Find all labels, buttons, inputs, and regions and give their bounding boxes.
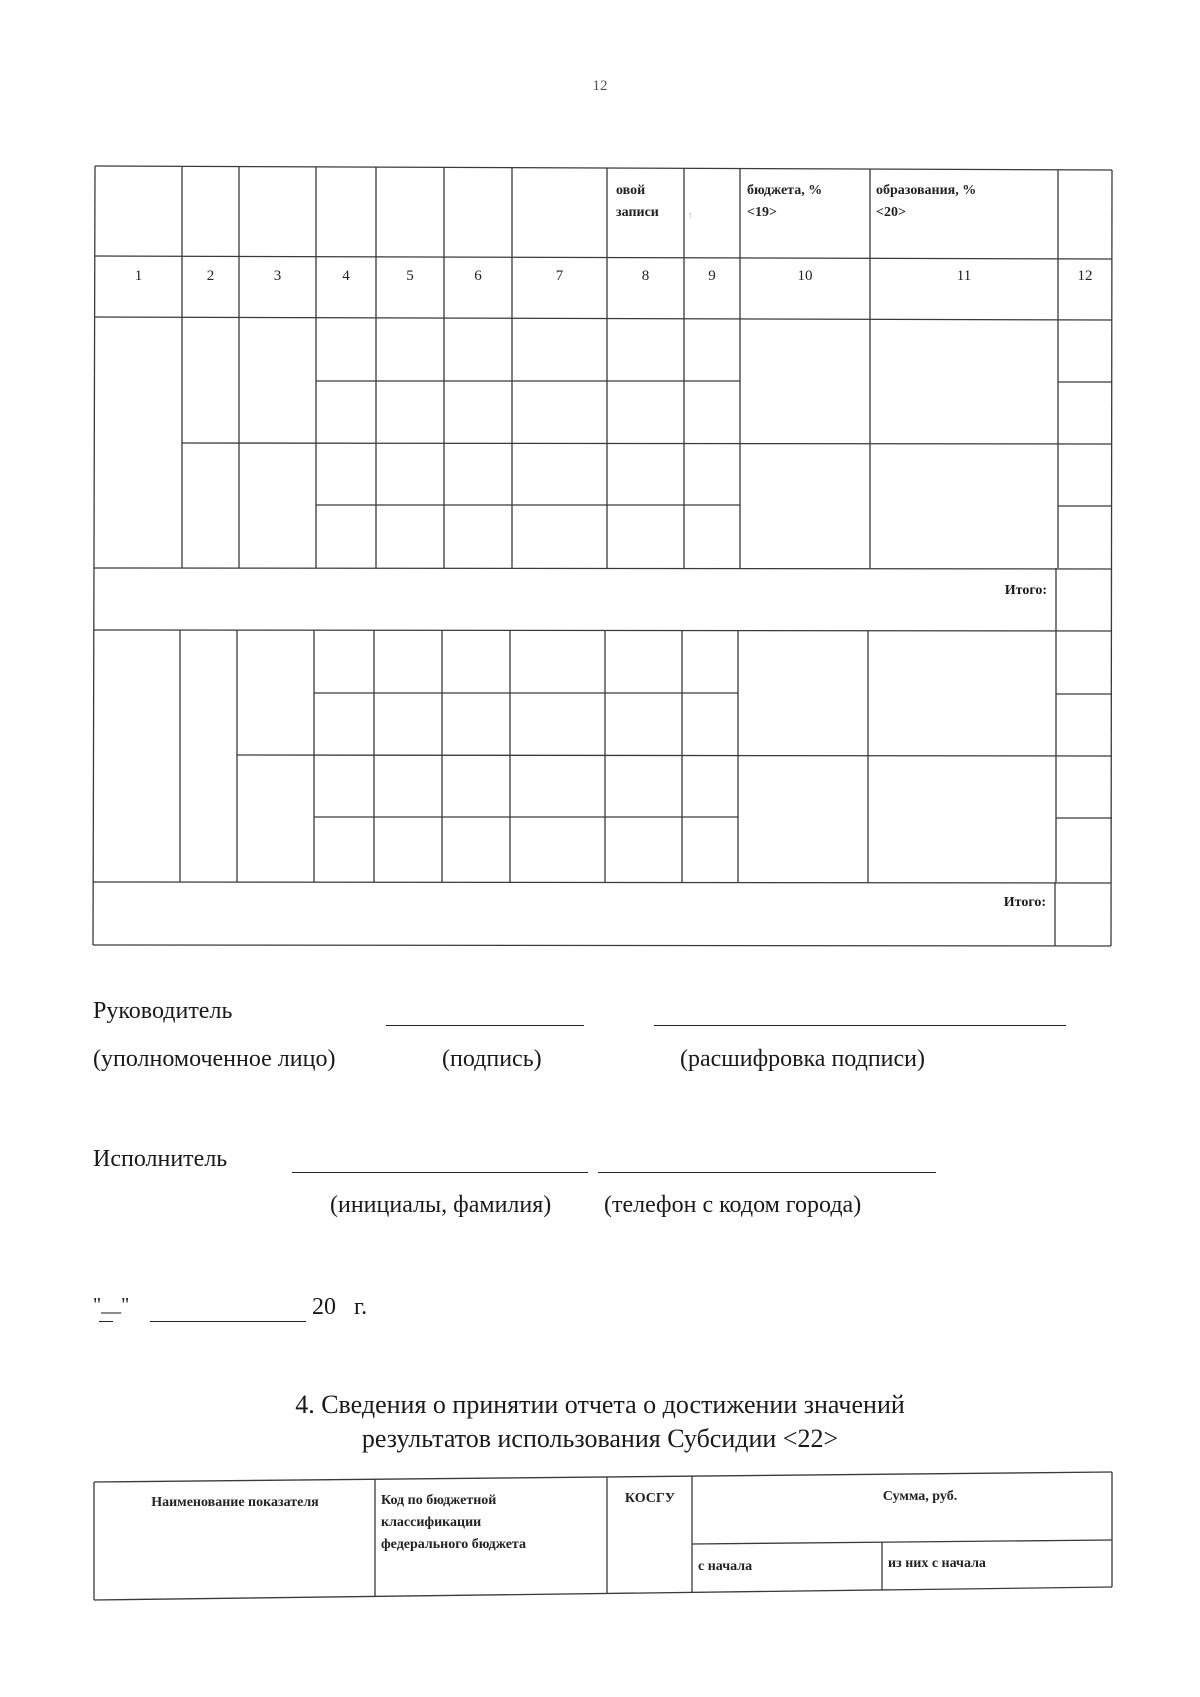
total-label-block-2: Итого: xyxy=(1003,895,1046,910)
column-number-12: 12 xyxy=(1077,268,1093,284)
date-year: 20 г. xyxy=(312,1294,368,1320)
column-number-10: 10 xyxy=(797,268,813,284)
decoding-caption: (расшифровка подписи) xyxy=(680,1046,925,1072)
section-4-title-line-1: 4. Сведения о принятии отчета о достижении значений xyxy=(295,1390,905,1419)
header-col10-fragment: бюджета, % <19> xyxy=(747,183,823,220)
column-number-7: 7 xyxy=(555,268,564,284)
table2-header-budget-code: Код по бюджетной классификации федерального бюджета xyxy=(381,1493,526,1552)
date-month-line xyxy=(150,1321,306,1322)
head-sublabel: (уполномоченное лицо) xyxy=(93,1046,336,1072)
head-decoding-line xyxy=(654,1025,1066,1026)
table2-header-of-which-since-start: из них с начала xyxy=(888,1556,986,1571)
table2-header-since-start: с начала xyxy=(698,1559,753,1574)
executor-phone-line xyxy=(598,1172,936,1173)
header-col8-fragment: овой записи xyxy=(616,183,659,220)
head-signature-line xyxy=(386,1025,584,1026)
column-number-1: 1 xyxy=(134,268,143,284)
date-day-line xyxy=(99,1321,113,1322)
table2-header-kosgu: КОСГУ xyxy=(624,1491,676,1506)
column-number-4: 4 xyxy=(342,268,350,284)
executor-label: Исполнитель xyxy=(93,1146,228,1172)
header-col9-fragment: ↑ xyxy=(688,210,693,220)
column-number-6: 6 xyxy=(474,268,482,284)
section-4-title-line-2: результатов использования Субсидии <22> xyxy=(361,1424,839,1453)
phone-caption: (телефон с кодом города) xyxy=(604,1192,862,1218)
column-number-11: 11 xyxy=(956,268,972,284)
column-number-2: 2 xyxy=(206,268,215,284)
date-quote: "__" xyxy=(93,1294,130,1316)
column-number-8: 8 xyxy=(641,268,650,284)
total-label-block-1: Итого: xyxy=(1004,583,1047,598)
signature-caption: (подпись) xyxy=(442,1046,542,1072)
table2-header-sum: Сумма, руб. xyxy=(882,1489,958,1504)
column-number-9: 9 xyxy=(708,268,716,284)
column-number-5: 5 xyxy=(406,268,414,284)
header-col11-fragment: образования, % <20> xyxy=(876,183,977,220)
initials-caption: (инициалы, фамилия) xyxy=(330,1192,552,1218)
executor-initials-line xyxy=(292,1172,588,1173)
table2-header-indicator: Наименование показателя xyxy=(151,1495,319,1510)
page-number: 12 xyxy=(592,78,608,94)
head-label: Руководитель xyxy=(93,998,233,1024)
column-number-3: 3 xyxy=(273,268,282,284)
